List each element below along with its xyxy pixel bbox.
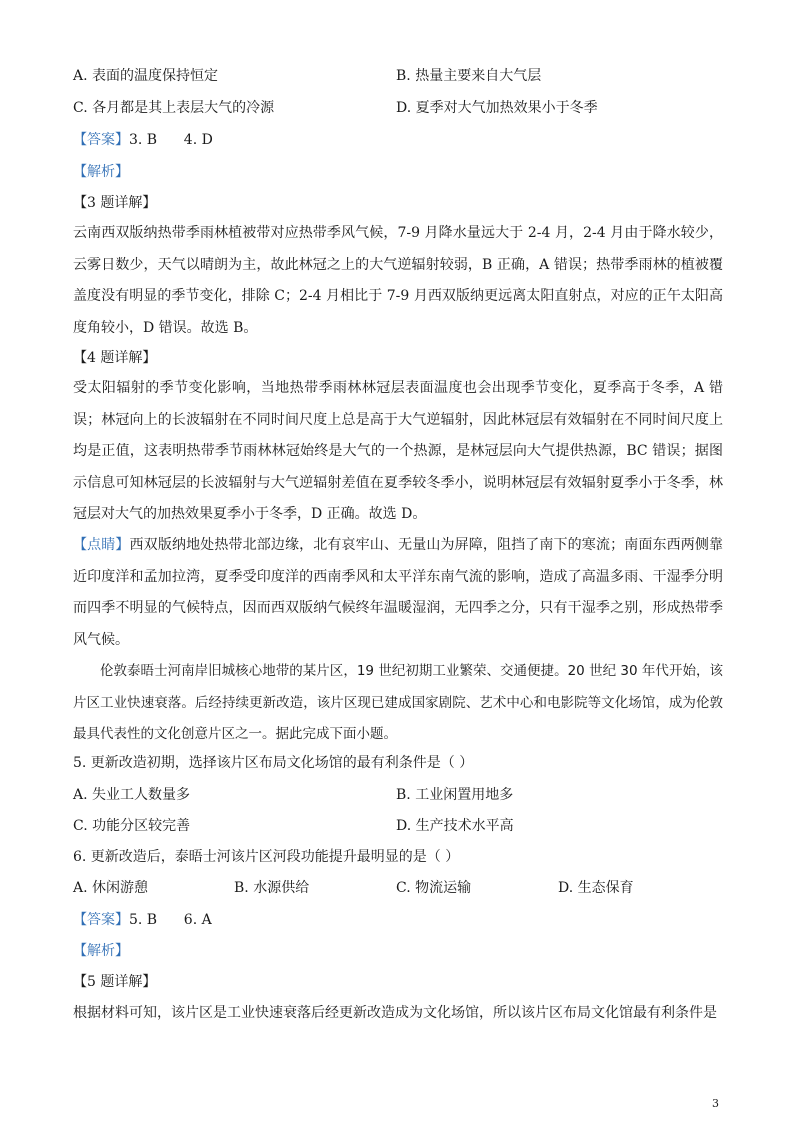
detail-3-text: 云南西双版纳热带季雨林植被带对应热带季风气候，7-9 月降水量远大于 2-4 月，2-4 月由于降水较少，云雾日数少，天气以晴朗为主，故此林冠之上的大气逆辐射较弱，B 正确，A 错误；热带季雨林的植被覆盖度没有明显的季节变化，排除 C；2-4 月相比于 7-9 月西双版纳更远离太阳直射点，对应的正午太阳高度角较小，D 错误。故选 B。 bbox=[73, 225, 723, 336]
page-number: 3 bbox=[712, 1097, 719, 1110]
dianjing-text: 西双版纳地处热带北部边缘，北有哀牢山、无量山为屏障，阻挡了南下的寒流；南面东西两侧靠近印度洋和孟加拉湾，夏季受印度洋的西南季风和太平洋东南气流的影响，造成了高温多雨、干湿季分明而四季不明显的气候特点，因而西双版纳气候终年温暖湿润，无四季之分，只有干湿季之别，形成热带季风气候。 bbox=[73, 537, 724, 648]
detail-3-heading: 【3 题详解】 bbox=[73, 195, 157, 211]
q5-option-a: A. 失业工人数量多 bbox=[73, 787, 191, 803]
dianjing-tag: 【点睛】 bbox=[73, 537, 130, 553]
q6-option-c: C. 物流运输 bbox=[396, 880, 472, 896]
answer-text: 3. B 4. D bbox=[129, 132, 213, 148]
q-prev-option-a: A. 表面的温度保持恒定 bbox=[73, 68, 219, 84]
reading-material: 伦敦泰晤士河南岸旧城核心地带的某片区，19 世纪初期工业繁荣、交通便捷。20 世纪 30 年代开始，该片区工业快速衰落。后经持续更新改造，该片区现已建成国家剧院、艺术中心和电影院等文化场馆，成为伦敦最具代表性的文化创意片区之一。据此完成下面小题。 bbox=[73, 663, 723, 742]
q-prev-option-c: C. 各月都是其上表层大气的冷源 bbox=[73, 100, 275, 116]
analysis-tag: 【解析】 bbox=[73, 943, 129, 959]
q6-stem: 6. 更新改造后，泰晤士河该片区河段功能提升最明显的是（ ） bbox=[73, 849, 460, 865]
detail-4-text: 受太阳辐射的季节变化影响，当地热带季雨林林冠层表面温度也会出现季节变化，夏季高于冬季，A 错误；林冠向上的长波辐射在不同时间尺度上总是高于大气逆辐射，因此林冠层有效辐射在不同时间尺度上均是正值，这表明热带季节雨林林冠始终是大气的一个热源，是林冠层向大气提供热源，BC 错误；据图示信息可知林冠层的长波辐射与大气逆辐射差值在夏季较冬季小，说明林冠层有效辐射夏季小于冬季，林冠层对大气的加热效果夏季小于冬季，D 正确。故选 D。 bbox=[73, 380, 723, 522]
detail-4-heading: 【4 题详解】 bbox=[73, 350, 157, 366]
q-prev-option-d: D. 夏季对大气加热效果小于冬季 bbox=[396, 100, 598, 116]
q6-option-a: A. 休闲游憩 bbox=[73, 880, 149, 896]
answer-line-1 bbox=[73, 130, 213, 150]
answer-line-2 bbox=[73, 910, 212, 930]
detail-5-heading: 【5 题详解】 bbox=[73, 974, 157, 990]
q5-stem: 5. 更新改造初期，选择该片区布局文化场馆的最有利条件是（ ） bbox=[73, 755, 474, 771]
analysis-tag: 【解析】 bbox=[73, 164, 129, 180]
q5-option-c: C. 功能分区较完善 bbox=[73, 818, 191, 834]
q6-option-d: D. 生态保育 bbox=[558, 880, 634, 896]
answer-text: 5. B 6. A bbox=[129, 912, 212, 928]
dianjing-paragraph bbox=[73, 530, 723, 656]
answer-tag: 【答案】 bbox=[73, 132, 129, 148]
q5-option-d: D. 生产技术水平高 bbox=[396, 818, 514, 834]
q6-option-b: B. 水源供给 bbox=[234, 880, 310, 896]
q5-option-b: B. 工业闲置用地多 bbox=[396, 787, 514, 803]
detail-5-text: 根据材料可知，该片区是工业快速衰落后经更新改造成为文化场馆，所以该片区布局文化馆最有利条件是 bbox=[73, 1005, 717, 1021]
answer-tag: 【答案】 bbox=[73, 912, 129, 928]
q-prev-option-b: B. 热量主要来自大气层 bbox=[396, 68, 542, 84]
